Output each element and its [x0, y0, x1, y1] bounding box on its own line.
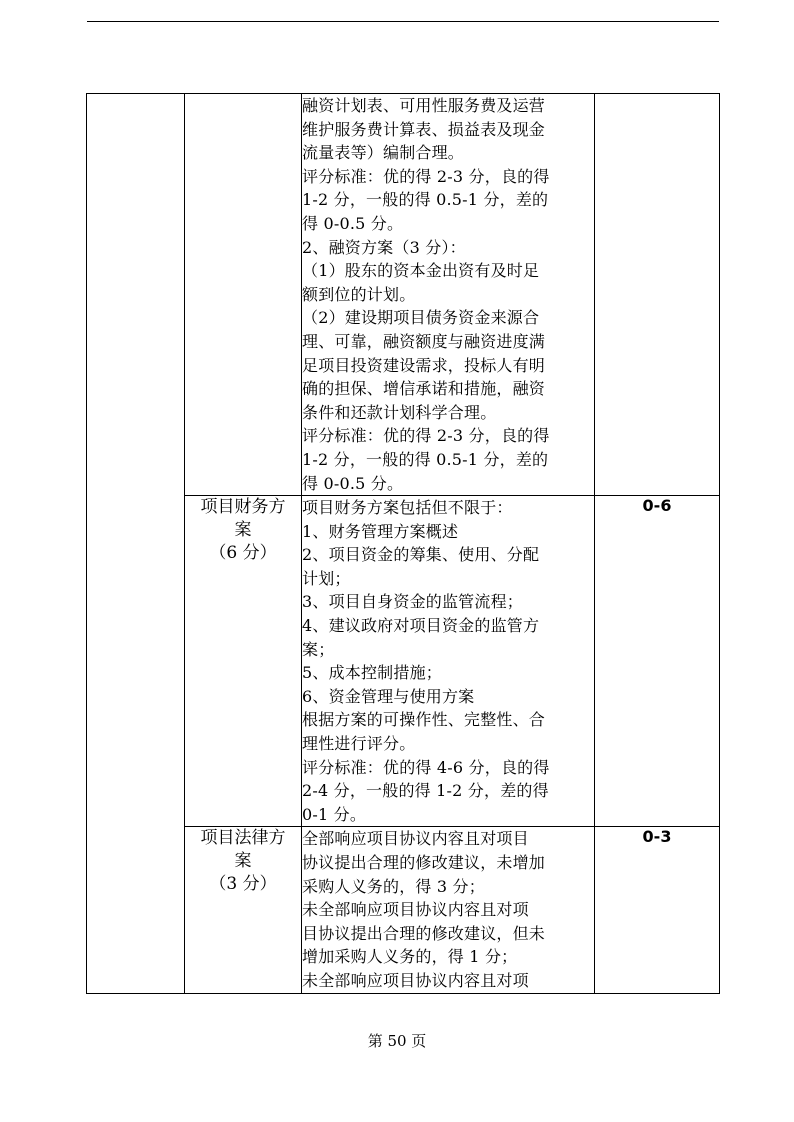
- criteria-line: 评分标准：优的得 4-6 分，良的得: [302, 757, 550, 777]
- header-rule: [87, 21, 719, 22]
- criteria-line: 1-2 分，一般的得 0.5-1 分，差的: [302, 449, 549, 469]
- item-name-line: 项目财务方: [200, 497, 286, 518]
- criteria-line: 目协议提出合理的修改建议，但未: [302, 923, 546, 943]
- item-points-label: （3 分）: [209, 874, 277, 895]
- criteria-line: 项目财务方案包括但不限于：: [302, 498, 513, 518]
- criteria-line: 维护服务费计算表、损益表及现金: [302, 119, 546, 139]
- item-points-label: （6 分）: [209, 543, 277, 564]
- criteria-line: 2、融资方案（3 分）：: [302, 237, 466, 257]
- criteria-line: 全部响应项目协议内容且对项目: [302, 829, 529, 849]
- criteria-line: 4、建议政府对项目资金的监管方: [302, 616, 540, 636]
- criteria-line: 增加采购人义务的，得 1 分；: [302, 947, 518, 967]
- criteria-line: 1、财务管理方案概述: [302, 521, 459, 541]
- item-name-cell: [185, 827, 302, 993]
- criteria-line: 得 0-0.5 分。: [302, 213, 404, 233]
- item-name-cell: [185, 94, 302, 496]
- criteria-line: 足项目投资建设需求，投标人有明: [302, 355, 546, 375]
- criteria-line: 融资计划表、可用性服务费及运营: [302, 96, 546, 115]
- item-name-line: 案: [234, 520, 252, 541]
- score-range-cell: 0-6: [595, 496, 720, 827]
- item-name-line: 项目法律方: [200, 828, 286, 849]
- criteria-line: 0-1 分。: [302, 804, 367, 824]
- category-cell: [87, 94, 185, 994]
- criteria-cell: [302, 827, 595, 993]
- criteria-line: 1-2 分，一般的得 0.5-1 分，差的: [302, 190, 549, 210]
- criteria-line: 评分标准：优的得 2-3 分，良的得: [302, 166, 550, 186]
- criteria-line: 未全部响应项目协议内容且对项: [302, 970, 529, 990]
- criteria-line: 未全部响应项目协议内容且对项: [302, 900, 529, 920]
- item-name-line: 案: [234, 851, 252, 872]
- criteria-line: 2、项目资金的筹集、使用、分配: [302, 545, 540, 565]
- criteria-line: 评分标准：优的得 2-3 分，良的得: [302, 426, 550, 446]
- item-name-cell: [185, 496, 302, 827]
- table-row: [87, 94, 720, 496]
- criteria-line: 6、资金管理与使用方案: [302, 686, 475, 706]
- criteria-line: 条件和还款计划科学合理。: [302, 402, 497, 422]
- criteria-line: 5、成本控制措施；: [302, 663, 442, 683]
- criteria-cell: [302, 94, 595, 496]
- score-range-cell: [595, 94, 720, 496]
- criteria-line: 3、项目自身资金的监管流程；: [302, 592, 523, 612]
- criteria-line: 额到位的计划。: [302, 284, 416, 304]
- scoring-table: [86, 93, 720, 994]
- criteria-line: 根据方案的可操作性、完整性、合: [302, 710, 546, 730]
- criteria-line: （2）建设期项目债务资金来源合: [302, 308, 540, 328]
- criteria-line: 确的担保、增信承诺和措施，融资: [302, 379, 546, 399]
- criteria-line: 理、可靠，融资额度与融资进度满: [302, 331, 546, 351]
- criteria-line: 计划；: [302, 568, 351, 588]
- criteria-line: 理性进行评分。: [302, 734, 416, 754]
- criteria-line: 案；: [302, 639, 335, 659]
- page-number: 第 50 页: [367, 1032, 427, 1050]
- criteria-line: （1）股东的资本金出资有及时足: [302, 261, 540, 281]
- criteria-line: 采购人义务的，得 3 分；: [302, 876, 485, 896]
- criteria-line: 得 0-0.5 分。: [302, 473, 404, 493]
- criteria-line: 协议提出合理的修改建议，未增加: [302, 853, 546, 872]
- criteria-line: 流量表等）编制合理。: [302, 143, 465, 163]
- criteria-line: 2-4 分，一般的得 1-2 分，差的得: [302, 781, 549, 801]
- criteria-cell: [302, 496, 595, 827]
- score-range-cell: 0-3: [595, 827, 720, 993]
